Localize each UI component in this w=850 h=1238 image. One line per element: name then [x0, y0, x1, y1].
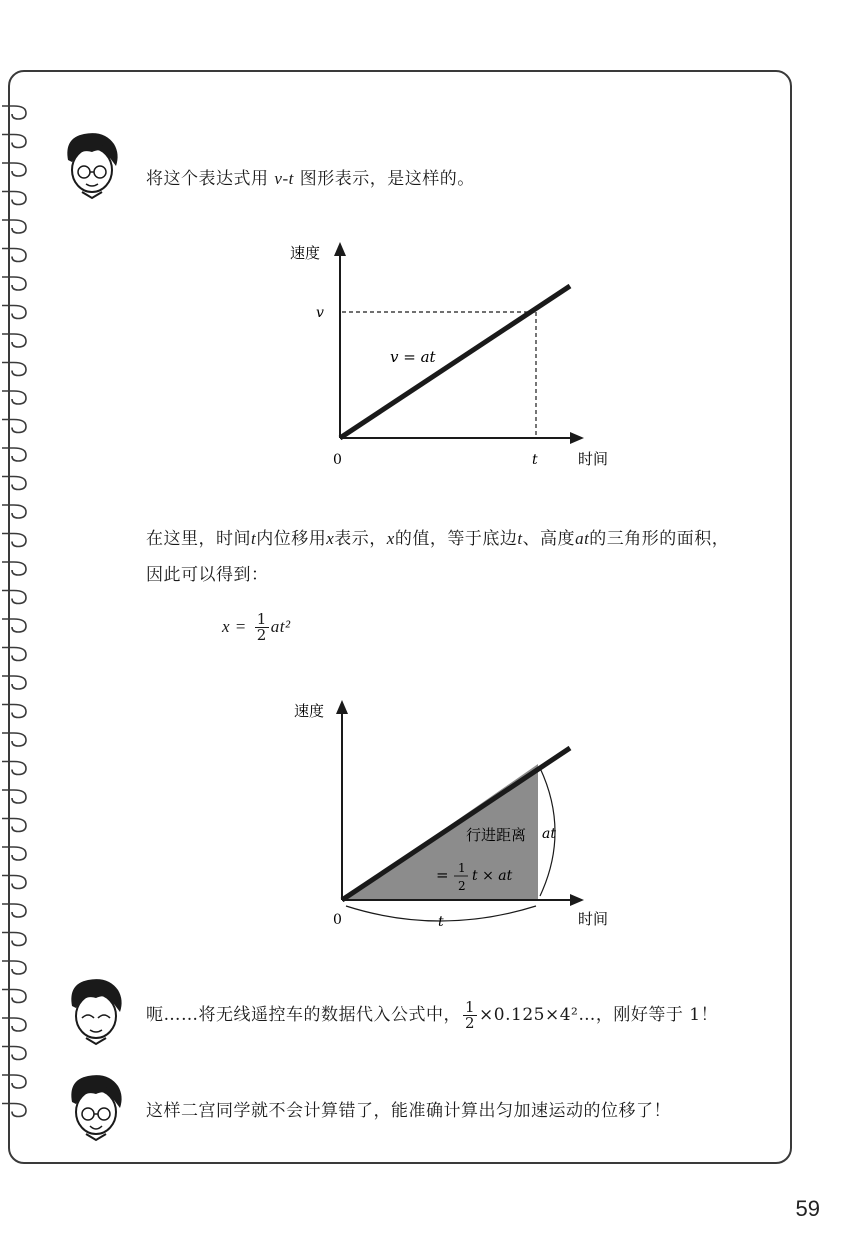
explanation-line-2: 因此可以得到： [146, 565, 269, 585]
spiral-ring [2, 220, 26, 233]
spiral-ring [2, 448, 26, 461]
explanation-line-1: 在这里，时间t内位移用x表示，x的值，等于底边t、高度at的三角形的面积， [146, 529, 730, 549]
spiral-ring [2, 961, 26, 974]
page-number: 59 [795, 1196, 820, 1221]
spiral-ring [2, 135, 26, 148]
displacement-formula: x = $\frac{1}{2}$ at² [222, 610, 291, 644]
spiral-ring [2, 249, 26, 262]
graph2-area-eq-post: t × at [472, 868, 513, 884]
spiral-ring [2, 192, 26, 205]
dialogue-line-2: 呃……将无线遥控车的数据代入公式中， $\frac{1}{2}$ ×0.125×4²…，刚好等于 1！ [146, 998, 719, 1032]
spiral-ring [2, 591, 26, 604]
spiral-ring [2, 477, 26, 490]
spiral-ring [2, 1047, 26, 1060]
graph2-t-mark: t [438, 914, 444, 930]
graph2-area-num: 1 [458, 861, 466, 875]
spiral-ring [2, 391, 26, 404]
spiral-ring [2, 334, 26, 347]
spiral-ring [2, 277, 26, 290]
velocity-time-graph [280, 238, 620, 478]
spiral-ring [2, 306, 26, 319]
graph2-area-den: 2 [458, 879, 466, 893]
spiral-ring [2, 619, 26, 632]
graph1-equation: v = at [390, 348, 436, 366]
spiral-ring [2, 106, 26, 119]
spiral-ring [2, 363, 26, 376]
spiral-ring [2, 676, 26, 689]
graph2-y-axis-label: 速度 [294, 702, 325, 720]
graph2-origin: 0 [333, 912, 342, 928]
spiral-ring [2, 876, 26, 889]
character-avatar-2 [64, 976, 126, 1046]
dialogue-line-3: 这样二宫同学就不会计算错了，能准确计算出匀加速运动的位移了！ [146, 1101, 671, 1121]
character-avatar-1 [60, 130, 122, 200]
graph1-y-axis-label: 速度 [290, 244, 321, 262]
graph2-area-eq-pre: = [436, 866, 449, 884]
spiral-ring [2, 562, 26, 575]
graph1-v-mark: v [316, 305, 324, 321]
displacement-area-graph [280, 696, 620, 936]
spiral-ring [2, 420, 26, 433]
spiral-ring [2, 1075, 26, 1088]
dialogue-line-1: 将这个表达式用 v-t 图形表示，是这样的。 [146, 169, 475, 189]
spiral-ring [2, 904, 26, 917]
graph1-t-mark: t [532, 452, 538, 468]
spiral-ring [2, 1104, 26, 1117]
graph2-area-label: 行进距离 [466, 826, 527, 844]
character-avatar-3 [64, 1072, 126, 1142]
spiral-ring [2, 933, 26, 946]
spiral-ring [2, 505, 26, 518]
spiral-ring [2, 1018, 26, 1031]
spiral-ring [2, 733, 26, 746]
graph2-x-axis-label: 时间 [578, 910, 609, 928]
graph1-x-axis-label: 时间 [578, 450, 609, 468]
graph2-height-label: at [542, 826, 556, 842]
spiral-binding [0, 0, 40, 1238]
spiral-ring [2, 819, 26, 832]
spiral-ring [2, 847, 26, 860]
spiral-ring [2, 163, 26, 176]
spiral-ring [2, 648, 26, 661]
spiral-ring [2, 705, 26, 718]
spiral-ring [2, 790, 26, 803]
spiral-ring [2, 534, 26, 547]
spiral-ring [2, 762, 26, 775]
graph1-origin: 0 [333, 452, 342, 468]
spiral-ring [2, 990, 26, 1003]
